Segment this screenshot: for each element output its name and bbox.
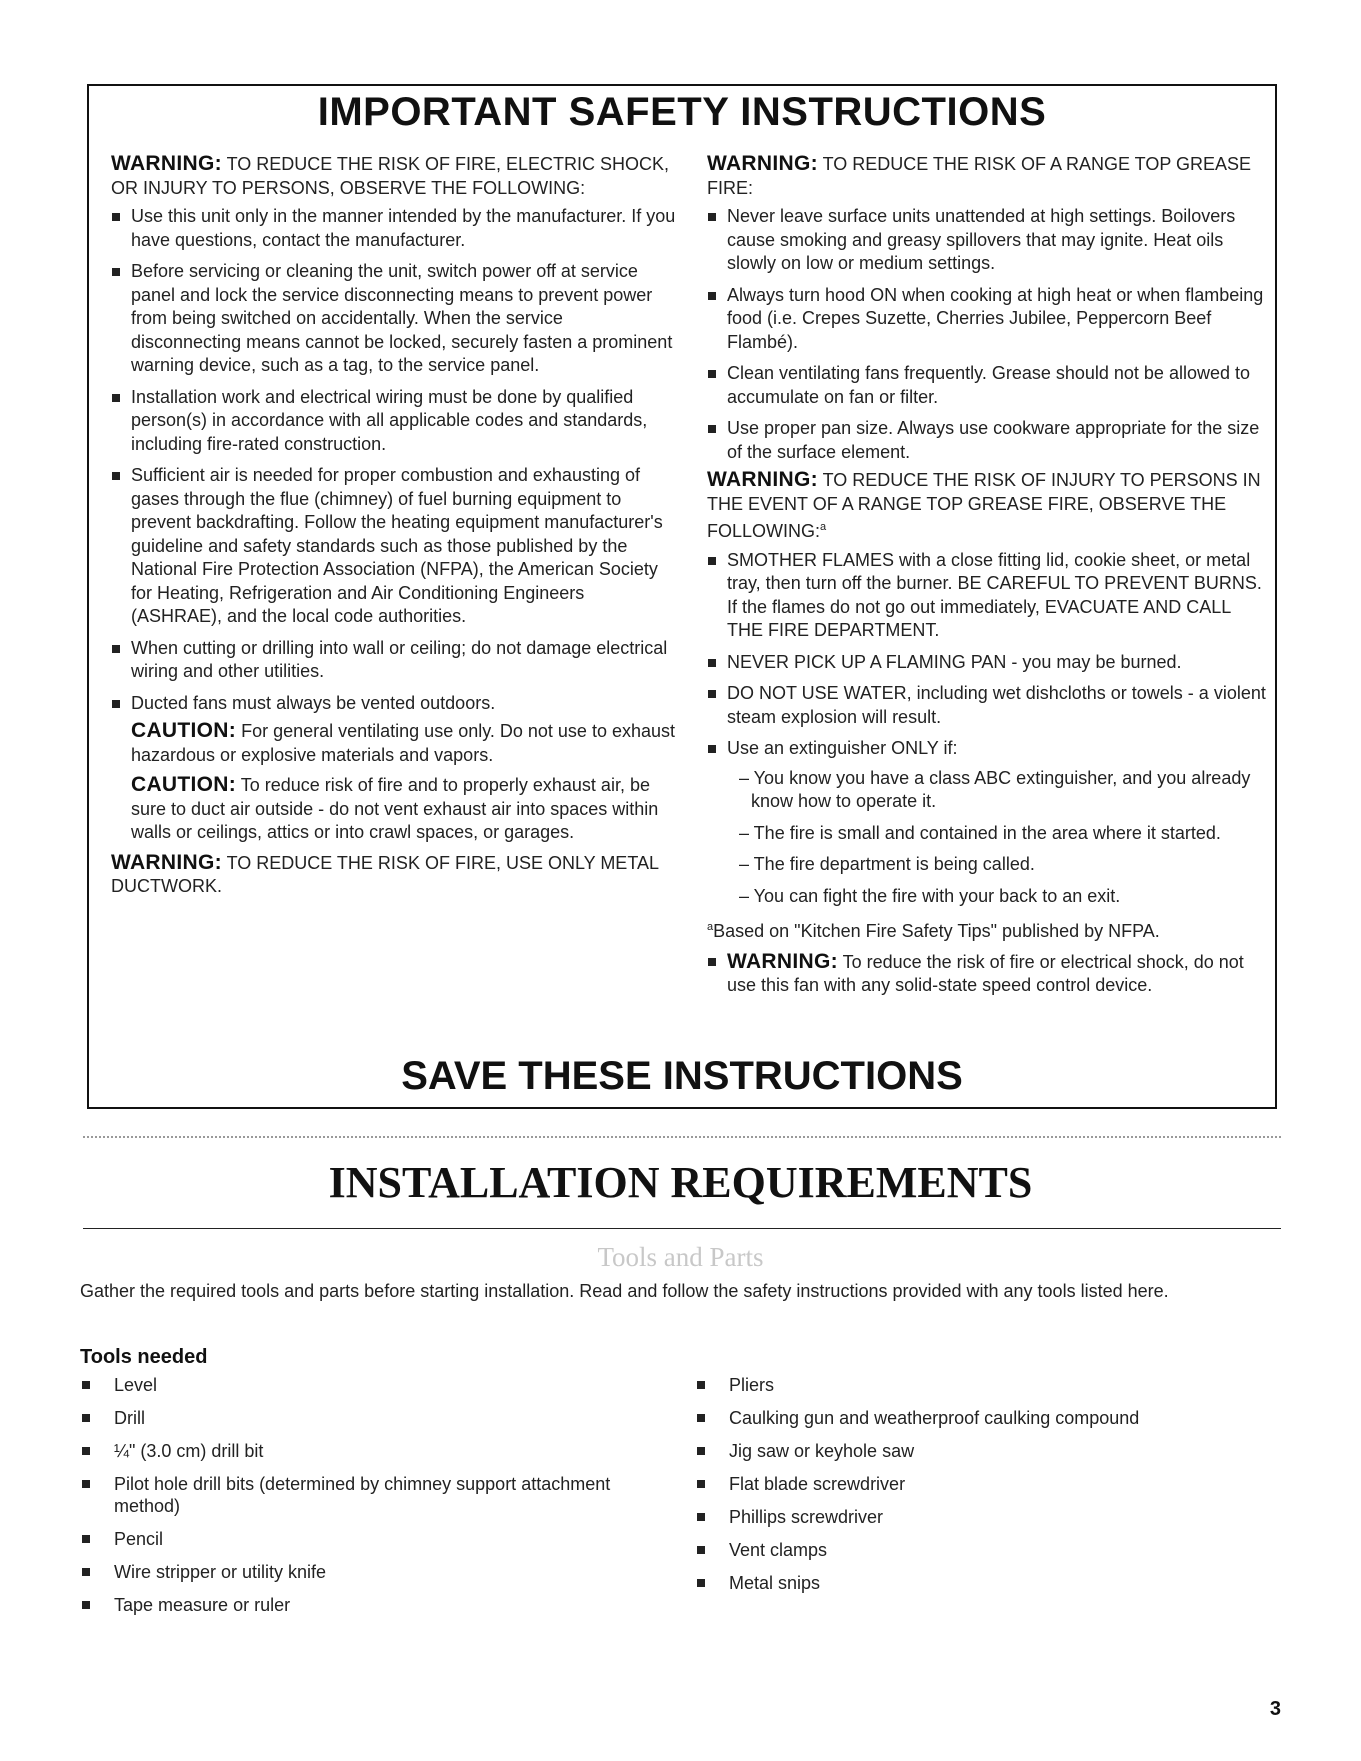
safety-title: IMPORTANT SAFETY INSTRUCTIONS [317,90,1047,134]
warning-block [707,468,1267,544]
list-item-text: Sufficient air is needed for proper combustion and exhausting of gases through the flue (chimney) of fuel burning equipment to prevent backdrafting. Follow the heating equipment manufacturer's guideline and safety standards such as those published by the National Fire Protection Association (NFPA), the American Society for Heating, Refrigeration and Air Conditioning Engineers (ASHRAE), and the local code authorities. [131,465,663,626]
tools-list-right [695,1374,1255,1605]
list-item-text: Always turn hood ON when cooking at high heat or when flambeing food (i.e. Crepes Suzette, Cherries Jubilee, Peppercorn Beef Flambé). [727,284,1264,352]
section-title: INSTALLATION REQUIREMENTS [328,1158,1033,1207]
list-item [80,1528,640,1550]
bullet-icon [697,1513,705,1521]
bullet-icon [708,557,716,565]
list-item [111,464,676,629]
warning-block [111,851,676,899]
bullet-icon [82,1568,90,1576]
list-item-text: Ducted fans must always be vented outdoors. [131,692,496,713]
tool-name: Drill [114,1408,145,1428]
tools-heading: Tools needed [80,1346,208,1368]
list-item [707,362,1267,409]
bullet-icon [82,1535,90,1543]
caution-block [111,773,676,845]
list-item [111,637,676,684]
safety-left-column [111,152,676,904]
list-item-text: NEVER PICK UP A FLAMING PAN - you may be burned. [727,651,1182,672]
caution-text: For general ventilating use only. Do not use to exhaust hazardous or explosive materials and vapors. [131,721,676,765]
warning-label: WARNING: [111,152,222,175]
list-item-text: When cutting or drilling into wall or ceiling; do not damage electrical wiring and other utilities. [131,637,668,681]
list-item-text: Use this unit only in the manner intended by the manufacturer. If you have questions, contact the manufacturer. [131,206,676,250]
bullet-icon [697,1447,705,1455]
bullet-icon [82,1601,90,1609]
tool-name: Pliers [729,1375,775,1395]
bullet-icon [82,1381,90,1389]
list-item [707,950,1267,998]
subsection-title: Tools and Parts [597,1242,764,1272]
list-item-text: SMOTHER FLAMES with a close fitting lid, cookie sheet, or metal tray, then turn off the burner. BE CAREFUL TO PREVENT BURNS. If the flames do not go out immediately, EVACUATE AND CALL THE FIRE DEPARTMENT. [727,549,1262,640]
bullet-icon [112,700,120,708]
warning-text: To reduce the risk of fire or electrical shock, do not use this fan with any solid-state speed control device. [727,951,1244,995]
footnote-marker: a [820,521,827,533]
section-divider [83,1136,1281,1138]
list-item [707,284,1267,355]
list-item [695,1572,1255,1594]
bullet-icon [112,268,120,276]
list-item-text: DO NOT USE WATER, including wet dishcloths or towels - a violent steam explosion will result. [727,683,1266,727]
dash-item: – You know you have a class ABC extinguisher, and you already know how to operate it. [739,767,1251,811]
dash-item: – The fire department is being called. [739,854,1035,874]
tool-name: Caulking gun and weatherproof caulking compound [729,1408,1140,1428]
list-item [707,651,1267,675]
warning-text: TO REDUCE THE RISK OF FIRE, ELECTRIC SHOCK, OR INJURY TO PERSONS, OBSERVE THE FOLLOWING: [111,154,669,198]
list-item [80,1594,640,1616]
tool-name: Pilot hole drill bits (determined by chimney support attachment method) [114,1474,611,1516]
list-item [80,1561,640,1583]
bullet-icon [112,394,120,402]
caution-label: CAUTION: [131,773,237,796]
tool-name: Phillips screwdriver [729,1507,884,1527]
extinguish-bullet-list [707,549,1267,761]
bullet-icon [112,472,120,480]
tool-name: Vent clamps [729,1540,828,1560]
bullet-icon [708,425,716,433]
grease-fire-bullet-list [707,205,1267,464]
page-number: 3 [1269,1698,1281,1720]
list-item [695,1539,1255,1561]
safety-instructions-box [87,84,1277,1109]
list-item [707,737,1267,761]
list-item [80,1440,640,1462]
warning-label: WARNING: [727,949,838,973]
tool-name: Wire stripper or utility knife [114,1562,327,1582]
tool-name: Pencil [114,1529,164,1549]
warning-text: TO REDUCE THE RISK OF FIRE, USE ONLY METAL DUCTWORK. [111,852,659,896]
list-item-text: Clean ventilating fans frequently. Grease should not be allowed to accumulate on fan or filter. [727,363,1250,407]
warning-text: TO REDUCE THE RISK OF INJURY TO PERSONS IN THE EVENT OF A RANGE TOP GREASE FIRE, OBSERVE THE FOLLOWING: [707,470,1261,541]
warning-label: WARNING: [707,468,818,491]
save-instructions-footer: SAVE THESE INSTRUCTIONS [401,1054,963,1098]
bullet-icon [82,1414,90,1422]
intro-paragraph: Gather the required tools and parts before starting installation. Read and follow the safety instructions provided with any tools listed here. [80,1281,1169,1301]
bullet-icon [697,1480,705,1488]
list-item-text: Use proper pan size. Always use cookware appropriate for the size of the surface element. [727,418,1260,462]
footnote-text: Based on "Kitchen Fire Safety Tips" published by NFPA. [713,921,1160,941]
tool-name: Jig saw or keyhole saw [729,1441,915,1461]
speed-control-warning [707,950,1267,998]
caution-label: CAUTION: [131,719,237,742]
list-item [80,1473,640,1517]
safety-bullet-list [111,205,676,715]
list-item [707,417,1267,464]
bullet-icon [82,1480,90,1488]
list-item [111,205,676,252]
extinguisher-conditions [727,767,1267,909]
bullet-icon [697,1414,705,1422]
bullet-icon [708,292,716,300]
footnote-marker: a [707,921,714,933]
tool-name: Tape measure or ruler [114,1595,291,1615]
list-item [707,205,1267,276]
tool-name: Flat blade screwdriver [729,1474,906,1494]
list-item [695,1440,1255,1462]
list-item [111,386,676,457]
bullet-icon [112,213,120,221]
bullet-icon [708,370,716,378]
tool-name: ¼" (3.0 cm) drill bit [114,1441,264,1461]
bullet-icon [708,690,716,698]
tools-list-left [80,1374,640,1627]
caution-block [111,719,676,767]
list-item [111,260,676,378]
tool-name: Metal snips [729,1573,821,1593]
safety-right-column [707,152,1267,1006]
list-item [695,1473,1255,1495]
warning-block [111,152,676,200]
bullet-icon [708,213,716,221]
list-item-text: Installation work and electrical wiring must be done by qualified person(s) in accordance with all applicable codes and standards, including fire-rated construction. [131,386,648,454]
list-item [111,692,676,716]
footnote [707,916,1267,944]
bullet-icon [697,1579,705,1587]
warning-block [707,152,1267,200]
list-item [695,1374,1255,1396]
list-item-text: Before servicing or cleaning the unit, switch power off at service panel and lock the service disconnecting means to prevent power from being switched on accidentally. When the service disconnecting means cannot be locked, securely fasten a prominent warning device, such as a tag, to the service panel. [131,261,673,375]
bullet-icon [82,1447,90,1455]
list-item-text: Never leave surface units unattended at high settings. Boilovers cause smoking and greasy spillovers that may ignite. Heat oils slowly on low or medium settings. [727,206,1236,273]
list-item [80,1374,640,1396]
list-item [80,1407,640,1429]
warning-text: TO REDUCE THE RISK OF A RANGE TOP GREASE FIRE: [707,154,1252,198]
list-item-text: Use an extinguisher ONLY if: [727,738,958,758]
list-item [695,1407,1255,1429]
dash-item: – You can fight the fire with your back to an exit. [739,885,1121,906]
bullet-icon [708,745,716,753]
warning-label: WARNING: [111,850,222,874]
bullet-icon [697,1546,705,1554]
dash-item: – The fire is small and contained in the area where it started. [739,822,1221,843]
tool-name: Level [114,1375,158,1395]
warning-label: WARNING: [707,152,818,175]
caution-text: To reduce risk of fire and to properly exhaust air, be sure to duct air outside - do not vent exhaust air into spaces within walls or ceilings, attics or into crawl spaces, or garages. [131,775,659,842]
list-item [707,549,1267,643]
list-item [695,1506,1255,1528]
bullet-icon [708,958,716,966]
section-rule [83,1228,1281,1229]
bullet-icon [112,645,120,653]
bullet-icon [708,659,716,667]
list-item [707,682,1267,729]
bullet-icon [697,1381,705,1389]
